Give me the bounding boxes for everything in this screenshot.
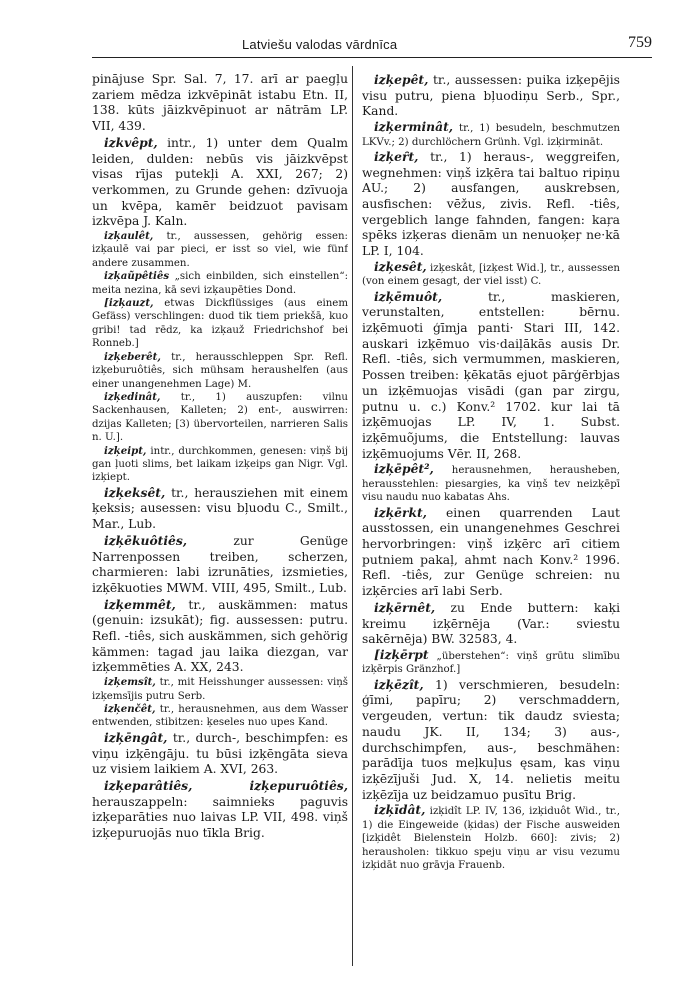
dictionary-entry bbox=[362, 677, 620, 804]
headword: izķeberêt, bbox=[104, 350, 161, 363]
entry-text: tr., 1) heraus-, weggreifen, wegnehmen: viņš izķēra tai baltuo ripiņu AU.; 2) ausfangen, auskrebsen, ausfischen: vēžus, zivis. Refl. -tiês, vergeblich lange fahnden, fangen: kaŗa spēks izķeras dienām un nenuoķeŗ ne·kā LP. I, 104. bbox=[362, 149, 620, 259]
headword: izķeksêt, bbox=[104, 484, 166, 500]
running-title: Latviešu valodas vārdnīca bbox=[242, 37, 398, 52]
headword: izķepêt, bbox=[374, 72, 429, 87]
entry-text: tr., 1) auszupfen: vilnu Sackenhausen, Kalleten; 2) ent-, auswirren: dzijas Kalleten; [3) übervorteilen, narrieren Salis n. U.]. bbox=[92, 391, 348, 444]
dictionary-entry bbox=[92, 597, 348, 677]
dictionary-entry bbox=[92, 778, 348, 842]
headword: izķaulêt, bbox=[104, 230, 154, 243]
header-rule bbox=[92, 57, 652, 58]
headword: [izķauzt, bbox=[104, 297, 154, 310]
entry-text: tr., durch-, beschimpfen: es viņu izķēngāju. tu būsi izķēngāta sieva uz visiem laikiem A. XVI, 263. bbox=[92, 730, 348, 777]
dictionary-entry bbox=[362, 120, 620, 149]
page-number: 759 bbox=[628, 34, 652, 51]
dictionary-entry bbox=[92, 135, 348, 230]
headword: izķedinât, bbox=[104, 390, 161, 403]
dictionary-entry bbox=[362, 72, 620, 120]
entry-text: zu Ende buttern: kaķi kreimu izķērnēja (Var.: sviestu sakērnēja) BW. 32583, 4. bbox=[362, 600, 620, 647]
headword: izķīdât, bbox=[374, 802, 426, 818]
dictionary-entry bbox=[92, 230, 348, 270]
entry-text: „sich einbilden, sich einstellen“: meita nezina, kā sevi izķaupēties Dond. bbox=[92, 271, 348, 296]
entry-text: tr., auskämmen: matus (genuin: izsukāt); fig. aussessen: putru. Refl. -tiês, sich auskämmen, sich gehörig kämmen: tagad jau laika diezgan, var izķemmēties A. XX, 243. bbox=[92, 597, 348, 675]
entry-text: intr., durchkommen, genesen: viņš bij gan ļuoti slims, bet laikam izķeips gan Nigr. Vgl. izķiept. bbox=[92, 445, 348, 484]
entry-text: tr., aussessen: puika izķepējis visu putru, piena bļuodiņu Serb., Spr., Kand. bbox=[362, 73, 620, 119]
right-column bbox=[362, 72, 620, 962]
entry-text: 1) verschmieren, besudeln: ģīmi, papīru; 2) verschmaddern, vergeuden, vertun: tik daudz sviesta; naudu JK. II, 134; 3) aus-, durchschimpfen, aus-, beschmähen: parādīja tuos meļkuļus ęsam, kas viņu izķēzījuši Jud. X, 14. nelietis meitu izķēzīja uz beidzamuo pusītu Brig. bbox=[362, 677, 620, 802]
dictionary-entry bbox=[92, 676, 348, 703]
headword: izķeparâtiês, izķepuruôtiês, bbox=[104, 777, 348, 793]
dictionary-entry bbox=[362, 289, 620, 463]
entry-text: herausnehmen, herausheben, herausstehlen: piesargies, ka viņš tev neizķēpī visu naudu nuo kabatas Ahs. bbox=[362, 465, 620, 504]
headword: izķeipt, bbox=[104, 444, 147, 457]
headword: izķenčêt, bbox=[104, 703, 156, 715]
headword: izķēkuôtiês, bbox=[104, 532, 188, 548]
entry-text: einen quarrenden Laut ausstossen, ein unangenehmes Geschrei hervorbringen: viņš izķērc arī citiem putniem pakaļ, ahmt nach Konv.² 1996. Refl. -tiês, zur Genüge schreien: nu izķērcies arī labi Serb. bbox=[362, 505, 620, 599]
headword: izķēzît, bbox=[374, 676, 424, 692]
headword: izķemsît, bbox=[104, 676, 156, 689]
dictionary-entry bbox=[362, 149, 620, 260]
entry-text: zur Genüge Narrenpossen treiben, scherzen, charmieren: labi izrunāties, izsmieties, izķēkuoties MWM. VIII, 495, Smilt., Lub. bbox=[92, 533, 348, 595]
headword: izķerminât, bbox=[374, 119, 454, 135]
dictionary-entry bbox=[362, 260, 620, 289]
headword: izķēmuôt, bbox=[374, 288, 443, 304]
column-divider bbox=[352, 66, 353, 966]
entry-text: tr., maskieren, verunstalten, entstellen: bērnu. izķēmuoti ģīmja panti· Stari III, 142. auskari izķēmuo vis·daiļākās ausis Dr. Refl. -tiês, sich vermummen, maskieren, Possen treiben: ķēkatās ejuot pārģērbjas un izķēmuojas visādi (gan par zirgu, putnu u. c.) Konv.² 1702. kur lai tā izķēmuojas LP. IV, 1. Subst. izķēmuõjums, die Entstellung: lauvas izķēmuojums Vēr. II, 268. bbox=[362, 289, 620, 461]
entry-text: tr., herausziehen mit einem ķeksis; ausessen: visu bļuodu C., Smilt., Mar., Lub. bbox=[92, 485, 348, 532]
dictionary-entry bbox=[92, 445, 348, 485]
dictionary-entry bbox=[92, 391, 348, 445]
headword: izķērkt, bbox=[374, 504, 427, 520]
headword: izkvêpt, bbox=[104, 134, 158, 150]
dictionary-entry bbox=[92, 533, 348, 597]
entry-text: izķeskât, [izķest Wid.], tr., aussessen (von einem gesagt, der viel isst) C. bbox=[362, 262, 620, 288]
entry-text: tr., mit Heisshunger aussessen: viņš izķemsījis putru Serb. bbox=[92, 677, 348, 702]
entry-text: etwas Dickflüssiges (aus einem Gefäss) verschlingen: duod tik tiem priekšā, kuo gribi! tad rēdz, ka izķauž Friedrichshof bei Ronneb.] bbox=[92, 298, 348, 350]
dictionary-entry bbox=[362, 505, 620, 600]
entry-text: tr., herausschleppen Spr. Refl. izķeburuôtiês, sich mühsam heraushelfen (aus einer unangenehmen Lage) M. bbox=[92, 351, 348, 390]
headword: izķērnêt, bbox=[374, 599, 436, 615]
dictionary-entry bbox=[362, 648, 620, 677]
headword: izķesêt, bbox=[374, 258, 427, 274]
dictionary-entry bbox=[362, 462, 620, 504]
entry-text: izķidît LP. IV, 136, izķiduôt Wid., tr., 1) die Eingeweide (ķidas) der Fische ausweiden [izķidêt Bielenstein Holzb. 660]: zivis; 2) herausholen: tikkuo speju viņu ar visu vezumu izķidāt nuo grāvja Frauenb. bbox=[362, 806, 620, 871]
dictionary-entry bbox=[92, 730, 348, 778]
entry-text: tr., herausnehmen, aus dem Wasser entwenden, stibitzen: ķeseles nuo upes Kand. bbox=[92, 704, 348, 729]
dictionary-entry bbox=[362, 600, 620, 648]
dictionary-entry bbox=[92, 270, 348, 297]
entry-text: tr., aussessen, gehörig essen: izķaulē vai par pieci, er isst so viel, wie fünf andere zusammen. bbox=[92, 231, 348, 269]
entry-text: herauszappeln: saimnieks paguvis izķeparāties nuo laivas LP. VII, 498. viņš izķepuruojās nuo tīkla Brig. bbox=[92, 794, 348, 841]
headword: izķēpêt², bbox=[374, 461, 434, 477]
headword: izķemmêt, bbox=[104, 596, 176, 612]
dictionary-entry bbox=[92, 72, 348, 135]
entry-text: pinājuse Spr. Sal. 7, 17. arī ar paegļu zariem mēdza izkvēpināt istabu Etn. II, 138. kūts jāizkvēpinuot ar nātrām LP. VII, 439. bbox=[92, 72, 348, 134]
headword: [izķērpt bbox=[374, 646, 429, 662]
dictionary-entry bbox=[92, 703, 348, 730]
dictionary-entry bbox=[362, 803, 620, 872]
page-header bbox=[92, 28, 652, 52]
dictionary-entry bbox=[92, 351, 348, 391]
dictionary-entry bbox=[92, 485, 348, 533]
headword: izķeȓt, bbox=[374, 148, 419, 164]
entry-text: „überstehen“: viņš grūtu slimību izķērpis Gränzhof.] bbox=[362, 650, 620, 676]
left-column bbox=[92, 72, 348, 962]
headword: izķēngât, bbox=[104, 729, 168, 745]
entry-text: tr., 1) besudeln, beschmutzen LKVv.; 2) durchlöchern Grünh. Vgl. izķirmināt. bbox=[362, 123, 620, 148]
headword: izķaũpêtiês bbox=[104, 270, 170, 283]
dictionary-entry bbox=[92, 297, 348, 351]
entry-text: intr., 1) unter dem Qualm leiden, dulden: nebūs vis jāizkvēpst visas rījas putekļi A. XXI, 267; 2) verkommen, zu Grunde gehen: dzīvuoja un kvēpa, kamēr beidzuot pavisam izkvēpa J. Kaln. bbox=[92, 135, 348, 229]
